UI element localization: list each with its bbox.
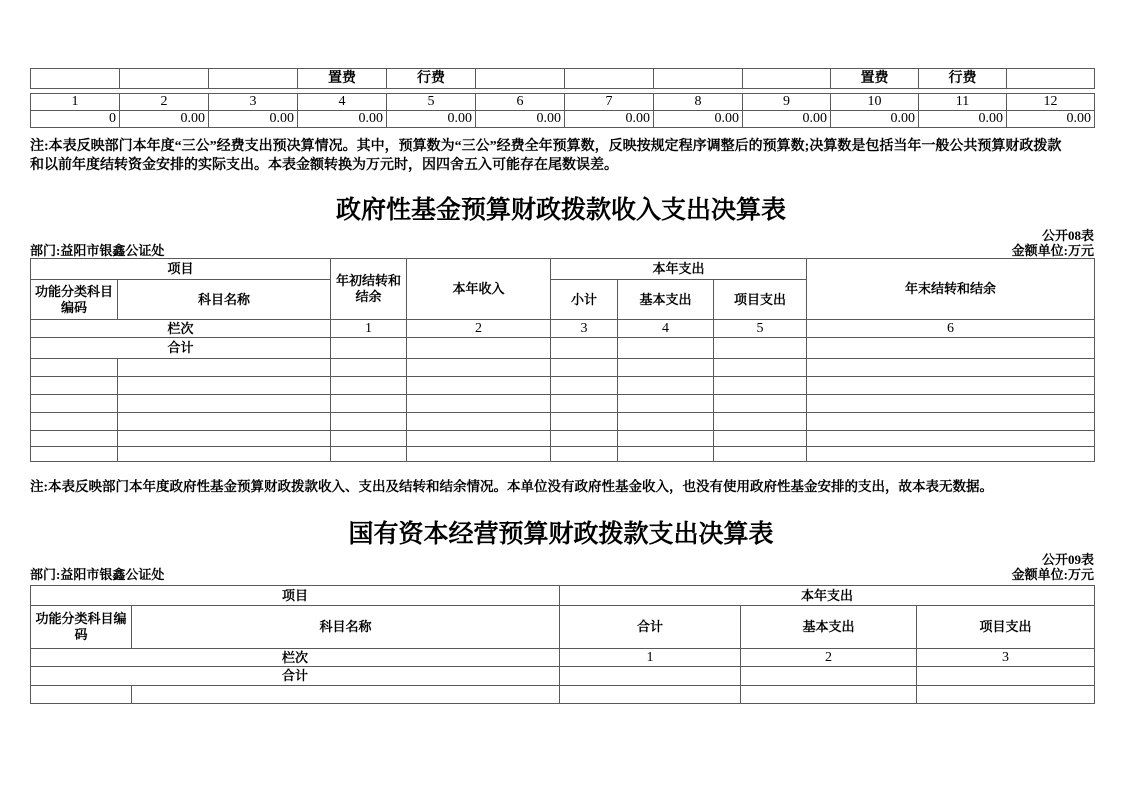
empty-cell <box>714 413 807 431</box>
empty-row <box>31 359 1095 377</box>
column-index-cell: 6 <box>807 320 1095 338</box>
header-subject-name: 科目名称 <box>118 280 331 320</box>
header-row <box>31 69 1095 89</box>
column-index-cell: 4 <box>298 94 387 111</box>
lanci-label: 栏次 <box>31 320 331 338</box>
empty-cell <box>714 377 807 395</box>
header-cell <box>31 69 120 89</box>
empty-cell <box>551 359 618 377</box>
header-row-1 <box>31 259 1095 280</box>
header-cell: 行费 <box>919 69 1007 89</box>
empty-cell <box>331 395 407 413</box>
header-subtotal: 小计 <box>551 280 618 320</box>
empty-cell <box>807 359 1095 377</box>
empty-cell <box>407 431 551 447</box>
header-project: 项目 <box>31 586 560 606</box>
value-cell: 0.00 <box>743 111 831 128</box>
total-row <box>31 338 1095 359</box>
column-index-cell: 3 <box>917 649 1095 667</box>
value-cell: 0.00 <box>387 111 476 128</box>
empty-cell <box>551 377 618 395</box>
empty-cell <box>407 447 551 462</box>
empty-cell <box>118 447 331 462</box>
column-index-cell: 1 <box>560 649 741 667</box>
gov-fund-note: 注:本表反映部门本年度政府性基金预算财政拨款收入、支出及结转和结余情况。本单位没有政府性基金收入，也没有使用政府性基金安排的支出，故本表无数据。 <box>30 479 993 494</box>
empty-cell <box>331 338 407 359</box>
column-index-cell: 10 <box>831 94 919 111</box>
empty-cell <box>618 431 714 447</box>
empty-row <box>31 447 1095 462</box>
column-index-cell: 2 <box>407 320 551 338</box>
column-index-cell: 11 <box>919 94 1007 111</box>
state-capital-table <box>30 585 1095 704</box>
empty-cell <box>807 377 1095 395</box>
empty-cell <box>807 395 1095 413</box>
empty-cell <box>551 447 618 462</box>
header-cell <box>120 69 209 89</box>
sangong-partial-header-table <box>30 68 1095 89</box>
gov-fund-unit: 金额单位:万元 <box>1011 243 1094 258</box>
header-cell: 置费 <box>298 69 387 89</box>
value-cell: 0.00 <box>120 111 209 128</box>
header-begin-balance: 年初结转和结余 <box>331 259 407 320</box>
note-line: 和以前年度结转资金安排的实际支出。本表金额转换为万元时，因四舍五入可能存在尾数误差。 <box>30 158 618 173</box>
gov-fund-department: 部门:益阳市银鑫公证处 <box>30 243 165 258</box>
empty-cell <box>118 359 331 377</box>
empty-row <box>31 413 1095 431</box>
state-capital-unit: 金额单位:万元 <box>1011 567 1094 582</box>
empty-cell <box>331 359 407 377</box>
column-index-cell: 5 <box>387 94 476 111</box>
header-year-expense: 本年支出 <box>551 259 807 280</box>
gov-fund-title: 政府性基金预算财政拨款收入支出决算表 <box>335 197 786 224</box>
note-line: 注:本表反映部门本年度“三公”经费支出预决算情况。其中，预算数为“三公”经费全年预算数，反映按规定程序调整后的预算数;决算数是包括当年一般公共预算财政拨款 <box>30 139 1062 154</box>
empty-cell <box>132 686 560 704</box>
value-cell: 0.00 <box>831 111 919 128</box>
total-label: 合计 <box>31 338 331 359</box>
state-capital-department: 部门:益阳市银鑫公证处 <box>30 567 165 582</box>
header-basic-expense: 基本支出 <box>618 280 714 320</box>
empty-cell <box>31 447 118 462</box>
column-index-cell: 1 <box>331 320 407 338</box>
value-cell: 0.00 <box>565 111 654 128</box>
value-cell: 0.00 <box>298 111 387 128</box>
gov-fund-form-code: 公开08表 <box>1041 228 1094 243</box>
header-cell: 置费 <box>831 69 919 89</box>
empty-cell <box>118 431 331 447</box>
column-index-cell: 7 <box>565 94 654 111</box>
column-index-cell: 5 <box>714 320 807 338</box>
header-func-code: 功能分类科目编码 <box>31 606 132 649</box>
empty-cell <box>714 359 807 377</box>
empty-cell <box>31 359 118 377</box>
empty-cell <box>118 377 331 395</box>
empty-cell <box>560 686 741 704</box>
empty-cell <box>118 413 331 431</box>
empty-cell <box>551 431 618 447</box>
header-total: 合计 <box>560 606 741 649</box>
header-subject-name: 科目名称 <box>132 606 560 649</box>
empty-cell <box>407 413 551 431</box>
lanci-row <box>31 320 1095 338</box>
empty-cell <box>118 395 331 413</box>
value-cell: 0.00 <box>654 111 743 128</box>
state-capital-meta-row <box>30 564 1094 583</box>
value-cell: 0.00 <box>1007 111 1095 128</box>
empty-cell <box>741 686 917 704</box>
empty-cell <box>407 395 551 413</box>
empty-cell <box>618 377 714 395</box>
header-func-code: 功能分类科目编码 <box>31 280 118 320</box>
empty-cell <box>551 413 618 431</box>
empty-cell <box>807 447 1095 462</box>
column-index-cell: 1 <box>31 94 120 111</box>
empty-cell <box>331 377 407 395</box>
sangong-values-table <box>30 93 1095 128</box>
header-basic-expense: 基本支出 <box>741 606 917 649</box>
sangong-note <box>30 137 1096 175</box>
empty-cell <box>407 338 551 359</box>
empty-cell <box>618 338 714 359</box>
empty-cell <box>618 447 714 462</box>
header-cell <box>565 69 654 89</box>
header-row-2 <box>31 606 1095 649</box>
value-cell: 0.00 <box>919 111 1007 128</box>
empty-cell <box>407 377 551 395</box>
header-project-expense: 项目支出 <box>917 606 1095 649</box>
empty-cell <box>331 431 407 447</box>
empty-cell <box>551 395 618 413</box>
column-index-cell: 8 <box>654 94 743 111</box>
gov-fund-meta-row <box>30 240 1094 259</box>
column-index-cell: 12 <box>1007 94 1095 111</box>
empty-cell <box>618 359 714 377</box>
empty-cell <box>31 431 118 447</box>
empty-cell <box>741 667 917 686</box>
empty-cell <box>714 338 807 359</box>
total-label: 合计 <box>31 667 560 686</box>
column-index-cell: 6 <box>476 94 565 111</box>
header-project: 项目 <box>31 259 331 280</box>
empty-cell <box>31 413 118 431</box>
header-cell <box>1007 69 1095 89</box>
empty-cell <box>714 395 807 413</box>
state-capital-title: 国有资本经营预算财政拨款支出决算表 <box>348 521 774 548</box>
column-index-cell: 9 <box>743 94 831 111</box>
empty-row <box>31 686 1095 704</box>
header-row-1 <box>31 586 1095 606</box>
empty-cell <box>714 431 807 447</box>
empty-cell <box>407 359 551 377</box>
total-row <box>31 667 1095 686</box>
empty-cell <box>331 447 407 462</box>
empty-cell <box>331 413 407 431</box>
empty-row <box>31 377 1095 395</box>
empty-cell <box>551 338 618 359</box>
header-cell <box>209 69 298 89</box>
column-index-cell: 2 <box>741 649 917 667</box>
header-cell: 行费 <box>387 69 476 89</box>
header-cell <box>476 69 565 89</box>
lanci-row <box>31 649 1095 667</box>
state-capital-form-code: 公开09表 <box>1041 552 1094 567</box>
empty-cell <box>714 447 807 462</box>
header-end-balance: 年末结转和结余 <box>807 259 1095 320</box>
empty-row <box>31 431 1095 447</box>
value-cell: 0.00 <box>476 111 565 128</box>
empty-cell <box>917 667 1095 686</box>
empty-cell <box>807 431 1095 447</box>
header-year-income: 本年收入 <box>407 259 551 320</box>
empty-cell <box>917 686 1095 704</box>
empty-cell <box>31 377 118 395</box>
column-index-cell: 3 <box>209 94 298 111</box>
header-project-expense: 项目支出 <box>714 280 807 320</box>
empty-cell <box>807 338 1095 359</box>
empty-cell <box>618 395 714 413</box>
lanci-label: 栏次 <box>31 649 560 667</box>
empty-cell <box>618 413 714 431</box>
column-index-cell: 4 <box>618 320 714 338</box>
column-index-cell: 2 <box>120 94 209 111</box>
empty-cell <box>807 413 1095 431</box>
header-cell <box>743 69 831 89</box>
header-cell <box>654 69 743 89</box>
column-index-row <box>31 94 1095 111</box>
empty-row <box>31 395 1095 413</box>
header-year-expense: 本年支出 <box>560 586 1095 606</box>
gov-fund-table <box>30 258 1095 462</box>
empty-cell <box>560 667 741 686</box>
empty-cell <box>31 686 132 704</box>
empty-cell <box>31 395 118 413</box>
value-cell: 0 <box>31 111 120 128</box>
values-row <box>31 111 1095 128</box>
value-cell: 0.00 <box>209 111 298 128</box>
column-index-cell: 3 <box>551 320 618 338</box>
